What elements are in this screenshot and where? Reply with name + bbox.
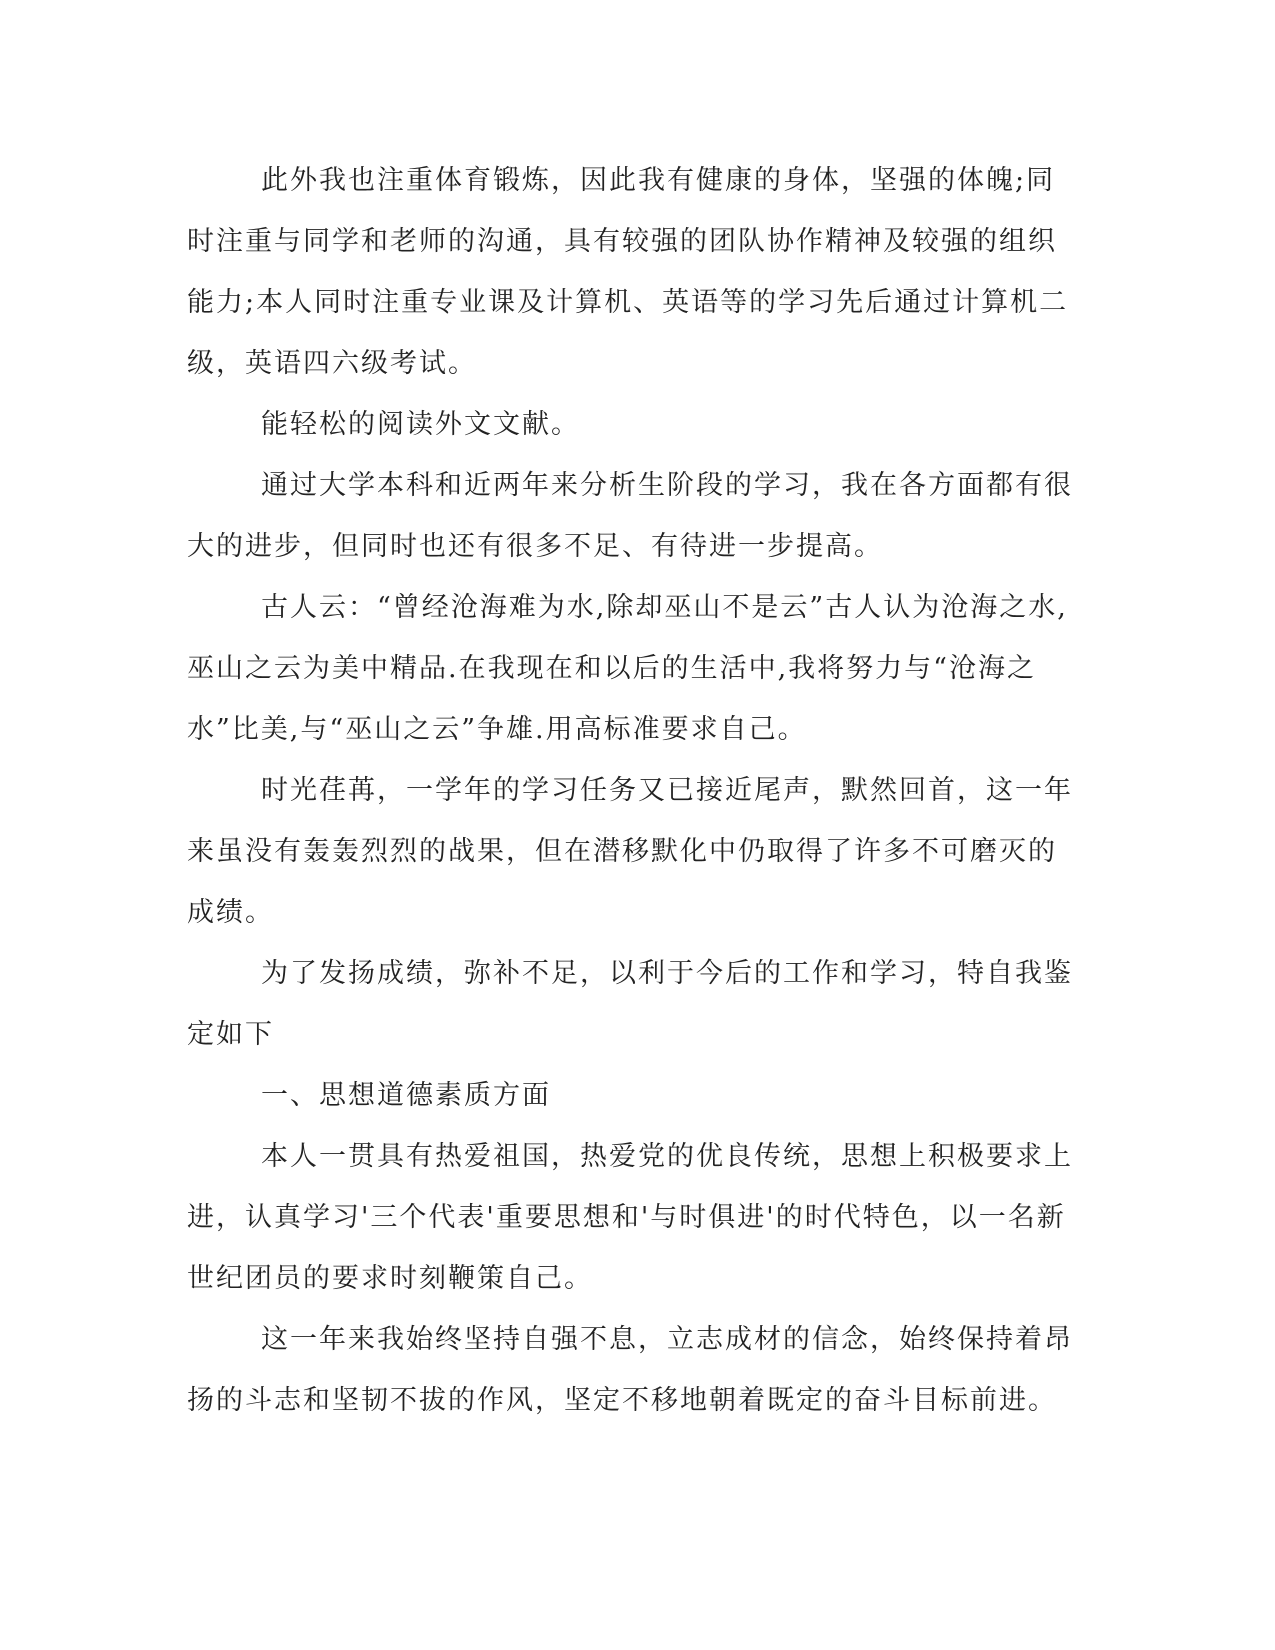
paragraph-physical-exercise: 此外我也注重体育锻炼，因此我有健康的身体，坚强的体魄;同时注重与同学和老师的沟通，具有较强的团队协作精神及较强的组织能力;本人同时注重专业课及计算机、英语等的学习先后通过计算机二级，英语四六级考试。 <box>187 165 1069 379</box>
paragraph-patriotism: 本人一贯具有热爱祖国，热爱党的优良传统，思想上积极要求上进，认真学习'三个代表'重要思想和'与时俱进'的时代特色，以一名新世纪团员的要求时刻鞭策自己。 <box>187 1141 1073 1294</box>
paragraph-ancient-quote: 古人云：“曾经沧海难为水,除却巫山不是云”古人认为沧海之水,巫山之云为美中精品.在我现在和以后的生活中,我将努力与“沧海之水”比美,与“巫山之云”争雄.用高标准要求自己。 <box>187 592 1068 745</box>
document-body <box>187 150 1077 1431</box>
paragraph-appraisal-intro: 为了发扬成绩，弥补不足，以利于今后的工作和学习，特自我鉴定如下 <box>187 958 1073 1050</box>
paragraph-progress: 通过大学本科和近两年来分析生阶段的学习，我在各方面都有很大的进步，但同时也还有很多不足、有待进一步提高。 <box>187 470 1073 562</box>
paragraph-year-review: 时光荏苒，一学年的学习任务又已接近尾声，默然回首，这一年来虽没有轰轰烈烈的战果，但在潜移默化中仍取得了许多不可磨灭的成绩。 <box>187 775 1073 928</box>
paragraph-reading: 能轻松的阅读外文文献。 <box>261 409 580 440</box>
section-heading-ideology: 一、思想道德素质方面 <box>261 1080 551 1111</box>
paragraph-self-improvement: 这一年来我始终坚持自强不息，立志成材的信念，始终保持着昂扬的斗志和坚韧不拔的作风，坚定不移地朝着既定的奋斗目标前进。 <box>187 1324 1073 1416</box>
